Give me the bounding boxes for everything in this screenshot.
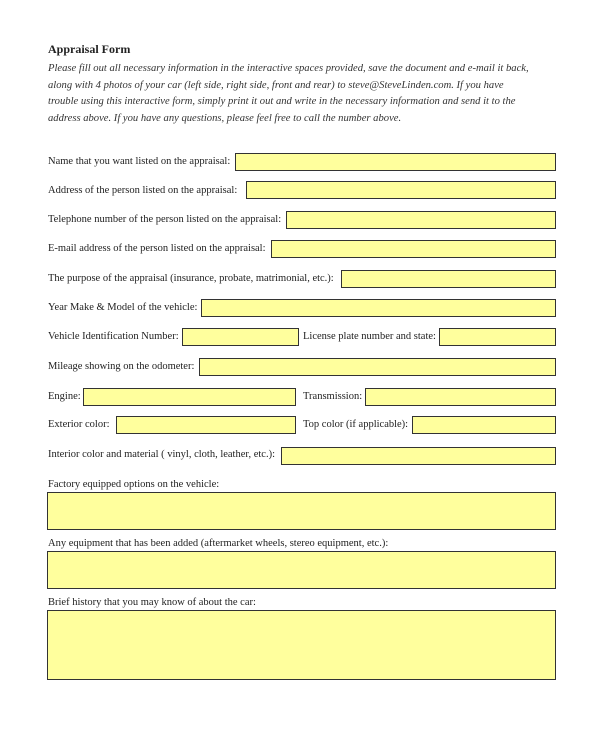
- instruction-line: Please fill out all necessary information in the interactive spaces provided, save the document and e-mail it back,: [48, 63, 529, 74]
- vin-label: Vehicle Identification Number:: [48, 331, 179, 342]
- name-field[interactable]: [235, 153, 556, 171]
- transmission-label: Transmission:: [303, 391, 363, 402]
- mileage-label: Mileage showing on the odometer:: [48, 361, 195, 372]
- address-label: Address of the person listed on the appraisal:: [48, 185, 238, 196]
- exterior-color-field[interactable]: [116, 416, 296, 434]
- interior-label: Interior color and material ( vinyl, cloth, leather, etc.):: [48, 449, 275, 460]
- exterior-color-label: Exterior color:: [48, 419, 110, 430]
- added-equipment-field[interactable]: [47, 551, 556, 589]
- instruction-line: trouble using this interactive form, simply print it out and write in the necessary information and send it to the: [48, 96, 516, 108]
- transmission-field[interactable]: [365, 388, 556, 406]
- brief-history-label: Brief history that you may know of about the car:: [48, 597, 256, 608]
- interior-field[interactable]: [281, 447, 556, 465]
- email-label: E-mail address of the person listed on the appraisal:: [48, 243, 266, 254]
- factory-options-label: Factory equipped options on the vehicle:: [48, 479, 220, 490]
- instruction-line: address above. If you have any questions, please feel free to call the number above.: [48, 112, 402, 124]
- name-label: Name that you want listed on the appraisal:: [48, 156, 231, 167]
- engine-field[interactable]: [83, 388, 296, 406]
- purpose-label: The purpose of the appraisal (insurance, probate, matrimonial, etc.):: [48, 273, 334, 284]
- mileage-field[interactable]: [199, 358, 556, 376]
- email-field[interactable]: [271, 240, 556, 258]
- form-instructions: [48, 61, 568, 127]
- added-equipment-label: Any equipment that has been added (aftermarket wheels, stereo equipment, etc.):: [48, 538, 389, 549]
- address-field[interactable]: [246, 181, 556, 199]
- purpose-field[interactable]: [341, 270, 556, 288]
- factory-options-field[interactable]: [47, 492, 556, 530]
- vin-field[interactable]: [182, 328, 299, 346]
- instruction-line: along with 4 photos of your car (left side, right side, front and rear) to steve@SteveLinden.com. If you have: [48, 79, 504, 91]
- form-title: Appraisal Form: [48, 42, 131, 56]
- year-make-model-field[interactable]: [201, 299, 556, 317]
- year-make-model-label: Year Make & Model of the vehicle:: [48, 302, 198, 313]
- top-color-field[interactable]: [412, 416, 556, 434]
- license-field[interactable]: [439, 328, 556, 346]
- brief-history-field[interactable]: [47, 610, 556, 680]
- engine-label: Engine:: [48, 391, 81, 402]
- telephone-label: Telephone number of the person listed on the appraisal:: [48, 214, 282, 225]
- license-label: License plate number and state:: [303, 331, 436, 342]
- telephone-field[interactable]: [286, 211, 556, 229]
- top-color-label: Top color (if applicable):: [303, 419, 409, 430]
